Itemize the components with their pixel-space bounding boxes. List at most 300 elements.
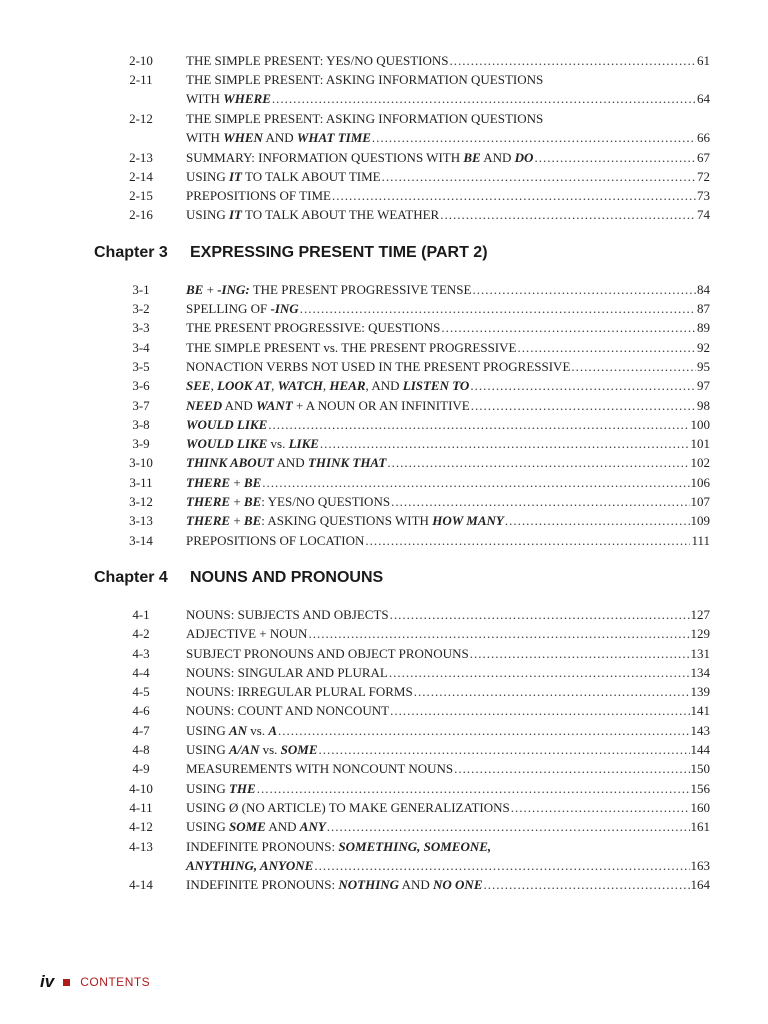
entry-line bbox=[186, 167, 710, 186]
toc-entry[interactable] bbox=[118, 186, 710, 205]
emphasized-term: IT bbox=[228, 207, 242, 223]
entry-text-segment: NOUNS: IRREGULAR PLURAL FORMS bbox=[186, 684, 413, 700]
entry-title bbox=[186, 531, 710, 550]
entry-text-segment: USING bbox=[186, 207, 229, 223]
emphasized-term: NEED bbox=[186, 397, 223, 413]
emphasized-term: BE bbox=[463, 149, 481, 165]
dot-leader bbox=[327, 817, 690, 836]
toc-entry[interactable] bbox=[118, 721, 710, 740]
entry-title bbox=[186, 817, 710, 836]
emphasized-term: WOULD LIKE bbox=[186, 436, 268, 452]
page-ref: 164 bbox=[690, 877, 710, 893]
toc-entry[interactable] bbox=[118, 779, 710, 798]
dot-leader bbox=[390, 605, 690, 624]
toc-entry[interactable] bbox=[118, 663, 710, 682]
entry-line bbox=[186, 837, 710, 856]
dot-leader bbox=[471, 396, 696, 415]
entry-text-segment: , bbox=[210, 378, 218, 394]
entry-text-segment: AND bbox=[480, 149, 515, 165]
section-number: 4-5 bbox=[132, 684, 150, 700]
section-number: 4-7 bbox=[132, 722, 150, 738]
entry-line bbox=[186, 511, 710, 530]
page-ref: 67 bbox=[697, 149, 710, 165]
entry-line bbox=[186, 205, 710, 224]
page-ref: 163 bbox=[690, 857, 710, 873]
entry-text-segment: , bbox=[271, 378, 278, 394]
entry-line bbox=[186, 148, 710, 167]
entry-text bbox=[186, 89, 271, 108]
emphasized-term: -ING: bbox=[217, 281, 250, 297]
dot-leader bbox=[472, 280, 696, 299]
entry-title bbox=[186, 148, 710, 167]
toc-entry[interactable] bbox=[118, 167, 710, 186]
page-ref: 107 bbox=[690, 494, 710, 509]
toc-entry[interactable] bbox=[118, 357, 710, 376]
dot-leader bbox=[382, 167, 696, 186]
chapter-title: EXPRESSING PRESENT TIME (PART 2) bbox=[190, 243, 488, 261]
toc-entry[interactable] bbox=[118, 148, 710, 167]
emphasized-term: AN bbox=[228, 722, 248, 738]
entry-text-segment: USING bbox=[186, 819, 229, 835]
entry-text bbox=[186, 798, 510, 817]
entry-line bbox=[186, 740, 710, 759]
page-ref: 92 bbox=[697, 339, 710, 355]
entry-text bbox=[186, 473, 261, 492]
section-number: 2-14 bbox=[129, 168, 153, 184]
entry-title bbox=[186, 205, 710, 224]
entry-line bbox=[186, 415, 710, 434]
square-bullet-icon bbox=[63, 979, 70, 986]
entry-line bbox=[186, 318, 710, 337]
page-ref: 84 bbox=[697, 281, 710, 297]
toc-entry[interactable] bbox=[118, 875, 710, 894]
entry-title bbox=[186, 644, 710, 663]
entry-line bbox=[186, 721, 710, 740]
entry-text-segment: PREPOSITIONS OF TIME bbox=[186, 188, 331, 204]
page-ref: 102 bbox=[690, 455, 710, 471]
entry-title bbox=[186, 473, 710, 492]
entry-text bbox=[186, 701, 389, 720]
entry-text bbox=[186, 740, 318, 759]
emphasized-term: SOME bbox=[280, 742, 318, 757]
entry-text-segment: INDEFINITE PRONOUNS: bbox=[186, 877, 339, 893]
entry-text bbox=[186, 167, 381, 186]
dot-leader bbox=[257, 779, 690, 798]
chapter-heading bbox=[94, 569, 383, 593]
entry-line bbox=[186, 644, 710, 663]
page-ref: 87 bbox=[697, 301, 710, 316]
page-ref: 131 bbox=[690, 645, 710, 661]
dot-leader bbox=[534, 148, 696, 167]
toc-entry[interactable] bbox=[118, 759, 710, 778]
entry-text bbox=[186, 759, 453, 778]
entry-text-segment: INDEFINITE PRONOUNS: bbox=[186, 838, 339, 854]
page-ref: 144 bbox=[690, 742, 710, 757]
entry-title bbox=[186, 511, 710, 530]
entry-line bbox=[186, 453, 710, 472]
dot-leader bbox=[300, 299, 696, 318]
page-ref: 97 bbox=[697, 378, 710, 394]
emphasized-term: SEE bbox=[186, 378, 211, 394]
emphasized-term: A/AN bbox=[228, 742, 260, 757]
entry-text bbox=[186, 682, 413, 701]
dot-leader bbox=[414, 682, 690, 701]
footer-label: CONTENTS bbox=[80, 975, 151, 989]
emphasized-term: WOULD LIKE bbox=[186, 416, 268, 432]
dot-leader bbox=[308, 624, 689, 643]
page-number: iv bbox=[40, 972, 55, 991]
entry-text-segment: vs. bbox=[259, 742, 281, 757]
entry-text bbox=[186, 109, 543, 128]
toc-entry[interactable] bbox=[118, 837, 710, 875]
toc-entry[interactable] bbox=[118, 644, 710, 663]
emphasized-term: NOTHING bbox=[338, 877, 400, 893]
page-ref: 127 bbox=[690, 606, 710, 622]
toc-entry[interactable] bbox=[118, 396, 710, 415]
entry-title bbox=[186, 624, 710, 643]
dot-leader bbox=[571, 357, 696, 376]
toc-entry[interactable] bbox=[118, 109, 710, 147]
entry-text bbox=[186, 453, 386, 472]
entry-text bbox=[186, 721, 277, 740]
section-number: 3-6 bbox=[132, 378, 150, 394]
emphasized-term: BE bbox=[243, 513, 262, 529]
dot-leader bbox=[517, 338, 696, 357]
entry-text-segment: THE SIMPLE PRESENT: ASKING INFORMATION QUESTIONS bbox=[186, 72, 544, 88]
entry-line bbox=[186, 779, 710, 798]
page-ref: 61 bbox=[697, 53, 710, 68]
dot-leader bbox=[319, 740, 690, 759]
section-number: 3-7 bbox=[132, 397, 150, 413]
entry-title bbox=[186, 318, 710, 337]
toc-entry[interactable] bbox=[118, 205, 710, 224]
entry-title bbox=[186, 70, 710, 108]
entry-text bbox=[186, 817, 326, 836]
entry-title bbox=[186, 396, 710, 415]
entry-text bbox=[186, 148, 533, 167]
page-ref: 109 bbox=[690, 513, 710, 529]
entry-title bbox=[186, 875, 710, 894]
entry-line bbox=[186, 798, 710, 817]
toc-entry[interactable] bbox=[118, 740, 710, 759]
toc-entry[interactable] bbox=[118, 817, 710, 836]
entry-text-segment: THE SIMPLE PRESENT: YES/NO QUESTIONS bbox=[186, 53, 449, 68]
page-ref: 98 bbox=[697, 397, 710, 413]
entry-line bbox=[186, 186, 710, 205]
entry-text bbox=[186, 779, 256, 798]
entry-text-segment: SUBJECT PRONOUNS AND OBJECT PRONOUNS bbox=[186, 645, 469, 661]
entry-line bbox=[186, 51, 710, 70]
entry-text bbox=[186, 205, 439, 224]
section-number: 4-9 bbox=[132, 761, 150, 777]
entry-text-segment: THE PRESENT PROGRESSIVE: QUESTIONS bbox=[186, 320, 441, 336]
section-number: 3-13 bbox=[129, 513, 153, 529]
toc-entry[interactable] bbox=[118, 280, 710, 299]
entry-text-segment: THE PRESENT PROGRESSIVE TENSE bbox=[249, 281, 472, 297]
entry-text bbox=[186, 51, 449, 70]
entry-title bbox=[186, 492, 710, 511]
entry-text bbox=[186, 511, 504, 530]
entry-text bbox=[186, 357, 570, 376]
entry-text-segment: NOUNS: SINGULAR AND PLURAL bbox=[186, 664, 388, 680]
entry-line bbox=[186, 434, 710, 453]
chapter-label: Chapter 4 bbox=[94, 568, 168, 586]
entry-text bbox=[186, 856, 313, 875]
emphasized-term: LISTEN TO bbox=[402, 378, 470, 394]
entry-title bbox=[186, 605, 710, 624]
page-ref: 160 bbox=[690, 799, 710, 815]
dot-leader bbox=[511, 798, 690, 817]
entry-title bbox=[186, 434, 710, 453]
entry-title bbox=[186, 376, 710, 395]
page-ref: 66 bbox=[697, 129, 710, 145]
page-ref: 141 bbox=[690, 703, 710, 719]
entry-line bbox=[186, 531, 710, 550]
entry-title bbox=[186, 779, 710, 798]
emphasized-term: NO ONE bbox=[433, 877, 483, 893]
dot-leader bbox=[470, 644, 690, 663]
entry-text bbox=[186, 396, 470, 415]
dot-leader bbox=[505, 511, 690, 530]
toc-entry[interactable] bbox=[118, 492, 710, 511]
page-ref: 95 bbox=[697, 358, 710, 374]
entry-text-segment: AND bbox=[274, 455, 308, 471]
section-number: 3-14 bbox=[129, 532, 153, 548]
entry-title bbox=[186, 338, 710, 357]
emphasized-term: HOW MANY bbox=[432, 513, 504, 529]
emphasized-term: THERE bbox=[186, 474, 231, 490]
toc-entry[interactable] bbox=[118, 434, 710, 453]
emphasized-term: DO bbox=[514, 149, 534, 165]
toc-entry[interactable] bbox=[118, 453, 710, 472]
entry-title bbox=[186, 837, 710, 875]
entry-text-segment: + bbox=[230, 494, 244, 509]
dot-leader bbox=[332, 186, 696, 205]
entry-line bbox=[186, 682, 710, 701]
emphasized-term: WANT bbox=[256, 397, 293, 413]
entry-text-segment: NONACTION VERBS NOT USED IN THE PRESENT PROGRESSIVE bbox=[186, 358, 571, 374]
entry-text-segment: USING bbox=[186, 168, 229, 184]
entry-title bbox=[186, 701, 710, 720]
dot-leader bbox=[262, 473, 689, 492]
page-ref: 143 bbox=[690, 722, 710, 738]
entry-text bbox=[186, 531, 364, 550]
page-ref: 74 bbox=[697, 207, 710, 223]
section-number: 3-4 bbox=[132, 339, 150, 355]
emphasized-term: A bbox=[268, 722, 278, 738]
entry-line bbox=[186, 759, 710, 778]
section-number: 4-3 bbox=[132, 645, 150, 661]
page-ref: 100 bbox=[690, 416, 710, 432]
entry-line bbox=[186, 875, 710, 894]
emphasized-term: ANYTHING, ANYONE bbox=[186, 857, 314, 873]
section-number: 3-12 bbox=[129, 494, 153, 509]
emphasized-term: WATCH bbox=[277, 378, 323, 394]
entry-line bbox=[186, 376, 710, 395]
entry-title bbox=[186, 721, 710, 740]
entry-text-segment: NOUNS: SUBJECTS AND OBJECTS bbox=[186, 606, 389, 622]
page-ref: 89 bbox=[697, 320, 710, 336]
entry-line bbox=[186, 299, 710, 318]
section-number: 3-2 bbox=[132, 301, 150, 316]
toc-entry[interactable] bbox=[118, 299, 710, 318]
entry-text-segment: : YES/NO QUESTIONS bbox=[261, 494, 391, 509]
entry-text-segment: USING Ø (NO ARTICLE) TO MAKE GENERALIZATIONS bbox=[186, 799, 510, 815]
page-ref: 72 bbox=[697, 168, 710, 184]
page-ref: 101 bbox=[690, 436, 710, 452]
entry-text bbox=[186, 605, 389, 624]
entry-line bbox=[186, 663, 710, 682]
dot-leader bbox=[372, 128, 696, 147]
entry-line bbox=[186, 128, 710, 147]
toc-entry[interactable] bbox=[118, 415, 710, 434]
entry-text bbox=[186, 338, 516, 357]
section-number: 4-2 bbox=[132, 626, 150, 642]
dot-leader bbox=[391, 492, 689, 511]
section-number: 4-4 bbox=[132, 664, 150, 680]
entry-title bbox=[186, 186, 710, 205]
emphasized-term: -ING bbox=[270, 301, 299, 316]
dot-leader bbox=[278, 721, 689, 740]
toc-entry[interactable] bbox=[118, 70, 710, 108]
entry-text-segment: USING bbox=[186, 742, 229, 757]
entry-line bbox=[186, 396, 710, 415]
entry-title bbox=[186, 682, 710, 701]
toc-entry[interactable] bbox=[118, 624, 710, 643]
emphasized-term: LOOK AT bbox=[217, 378, 272, 394]
entry-title bbox=[186, 740, 710, 759]
section-number: 3-3 bbox=[132, 320, 150, 336]
section-number: 2-11 bbox=[129, 72, 153, 88]
toc-entry[interactable] bbox=[118, 318, 710, 337]
emphasized-term: BE bbox=[243, 474, 262, 490]
entry-line bbox=[186, 338, 710, 357]
section-number: 2-15 bbox=[129, 188, 153, 204]
entry-text bbox=[186, 376, 469, 395]
toc-entry[interactable] bbox=[118, 376, 710, 395]
toc-entry[interactable] bbox=[118, 531, 710, 550]
dot-leader bbox=[470, 376, 696, 395]
section-number: 4-13 bbox=[129, 838, 153, 854]
toc-entry[interactable] bbox=[118, 338, 710, 357]
dot-leader bbox=[390, 701, 689, 720]
entry-line bbox=[186, 624, 710, 643]
page-ref: 139 bbox=[690, 684, 710, 700]
entry-text-segment: vs. bbox=[247, 722, 269, 738]
entry-text-segment: THE SIMPLE PRESENT: ASKING INFORMATION QUESTIONS bbox=[186, 110, 544, 126]
section-number: 2-10 bbox=[129, 53, 153, 68]
entry-text-segment: MEASUREMENTS WITH NONCOUNT NOUNS bbox=[186, 761, 454, 777]
entry-title bbox=[186, 280, 710, 299]
section-number: 4-10 bbox=[129, 780, 153, 796]
section-number: 2-16 bbox=[129, 207, 153, 223]
page-ref: 161 bbox=[690, 819, 710, 835]
dot-leader bbox=[272, 89, 696, 108]
section-number: 3-10 bbox=[129, 455, 153, 471]
entry-line bbox=[186, 817, 710, 836]
entry-line bbox=[186, 70, 710, 89]
emphasized-term: THERE bbox=[186, 513, 231, 529]
section-number: 3-1 bbox=[132, 281, 150, 297]
entry-text bbox=[186, 70, 543, 89]
dot-leader bbox=[320, 434, 690, 453]
emphasized-term: SOMETHING, SOMEONE, bbox=[338, 838, 492, 854]
page-ref: 111 bbox=[691, 532, 710, 548]
entry-text bbox=[186, 186, 331, 205]
dot-leader bbox=[484, 875, 690, 894]
entry-title bbox=[186, 759, 710, 778]
emphasized-term: HEAR bbox=[329, 378, 366, 394]
section-number: 4-1 bbox=[132, 606, 150, 622]
entry-text-segment: : ASKING QUESTIONS WITH bbox=[261, 513, 433, 529]
emphasized-term: WHAT TIME bbox=[296, 129, 371, 145]
entry-text-segment: SPELLING OF bbox=[186, 301, 271, 316]
emphasized-term: THINK ABOUT bbox=[186, 455, 274, 471]
entry-line bbox=[186, 357, 710, 376]
entry-text bbox=[186, 837, 491, 856]
toc-entry[interactable] bbox=[118, 511, 710, 530]
entry-text-segment: NOUNS: COUNT AND NONCOUNT bbox=[186, 703, 390, 719]
entry-title bbox=[186, 357, 710, 376]
toc-entry[interactable] bbox=[118, 605, 710, 624]
chapter-title: NOUNS AND PRONOUNS bbox=[190, 568, 384, 586]
section-number: 2-12 bbox=[129, 110, 153, 126]
entry-text-segment: TO TALK ABOUT THE WEATHER bbox=[241, 207, 440, 223]
dot-leader bbox=[441, 318, 696, 337]
entry-title bbox=[186, 415, 710, 434]
entry-title bbox=[186, 109, 710, 147]
entry-text-segment: AND bbox=[222, 397, 257, 413]
entry-text-segment: USING bbox=[186, 780, 229, 796]
toc-entry[interactable] bbox=[118, 798, 710, 817]
entry-title bbox=[186, 663, 710, 682]
entry-text-segment: WITH bbox=[186, 91, 224, 107]
toc-entry[interactable] bbox=[118, 682, 710, 701]
page-ref: 134 bbox=[690, 664, 710, 680]
page-ref: 64 bbox=[697, 91, 710, 107]
section-number: 3-8 bbox=[132, 416, 150, 432]
toc-entry[interactable] bbox=[118, 51, 710, 70]
entry-text bbox=[186, 663, 388, 682]
chapter-heading bbox=[94, 244, 488, 268]
emphasized-term: IT bbox=[228, 168, 242, 184]
dot-leader bbox=[314, 856, 689, 875]
entry-title bbox=[186, 167, 710, 186]
page-ref: 106 bbox=[690, 474, 710, 490]
section-number: 3-11 bbox=[129, 474, 153, 490]
dot-leader bbox=[389, 663, 690, 682]
entry-text-segment: AND bbox=[399, 877, 434, 893]
entry-text-segment: AND bbox=[262, 129, 297, 145]
entry-text bbox=[186, 434, 319, 453]
entry-text-segment: vs. bbox=[267, 436, 289, 452]
entry-text bbox=[186, 415, 267, 434]
entry-text-segment: THE SIMPLE PRESENT vs. THE PRESENT PROGRESSIVE bbox=[186, 339, 517, 355]
entry-title bbox=[186, 798, 710, 817]
entry-line bbox=[186, 492, 710, 511]
entry-text bbox=[186, 644, 469, 663]
emphasized-term: BE bbox=[186, 281, 204, 297]
dot-leader bbox=[365, 531, 690, 550]
entry-text-segment: USING bbox=[186, 722, 229, 738]
dot-leader bbox=[268, 415, 689, 434]
emphasized-term: LIKE bbox=[288, 436, 319, 452]
toc-entry[interactable] bbox=[118, 701, 710, 720]
toc-entry[interactable] bbox=[118, 473, 710, 492]
emphasized-term: WHEN bbox=[223, 129, 263, 145]
chapter-label: Chapter 3 bbox=[94, 243, 168, 261]
entry-text-segment: TO TALK ABOUT TIME bbox=[241, 168, 381, 184]
